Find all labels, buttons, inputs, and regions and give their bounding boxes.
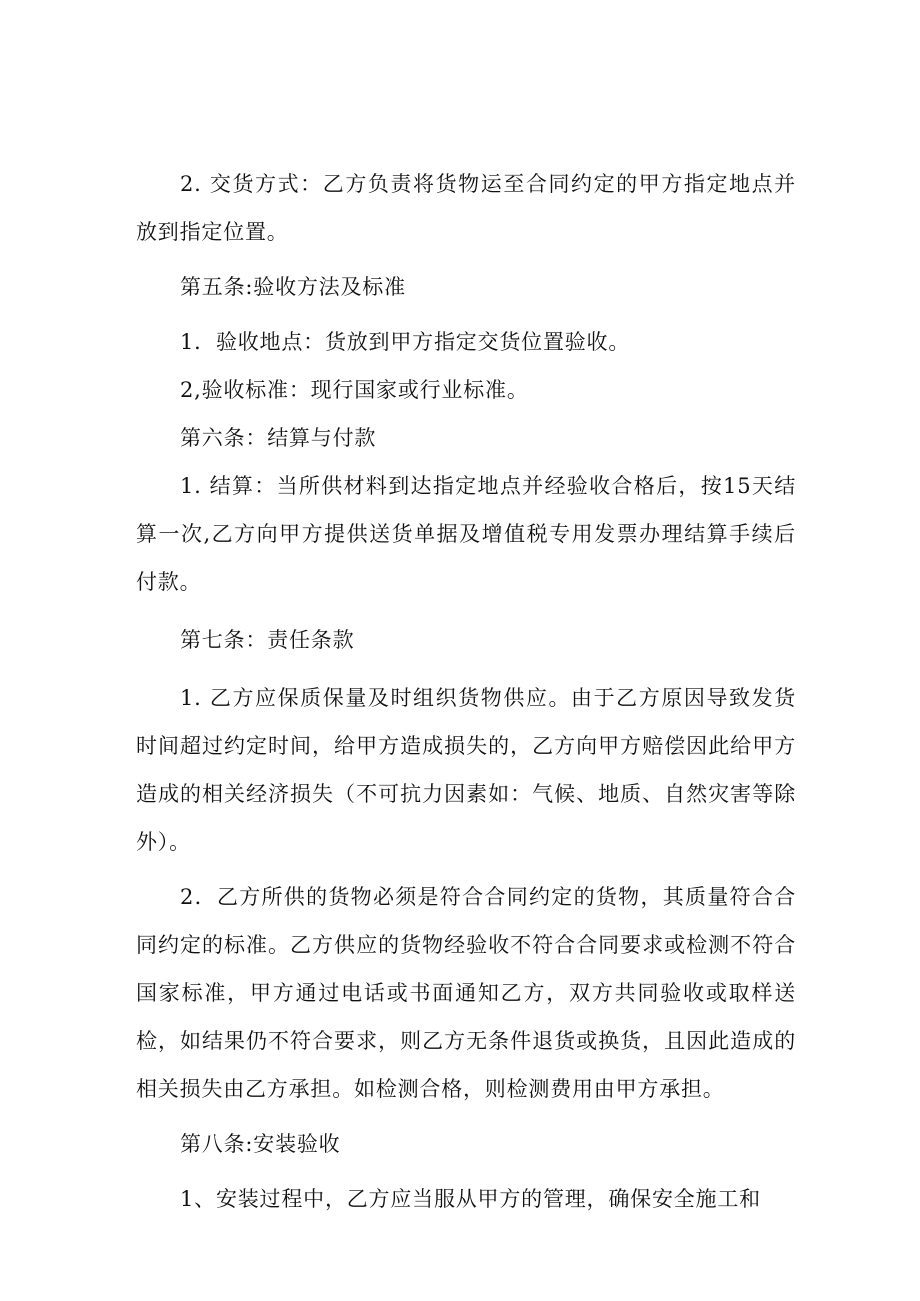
- heading-article-7: 第七条：责任条款: [180, 628, 355, 652]
- heading-article-8: 第八条:安装验收: [180, 1132, 341, 1156]
- paragraph-inspection-location: 1．验收地点：货放到甲方指定交货位置验收。: [180, 330, 631, 354]
- heading-article-5: 第五条:验收方法及标准: [180, 275, 406, 299]
- paragraph-liability-2: 2．乙方所供的货物必须是符合合同约定的货物，其质量符合合同约定的标准。乙方供应的货物经验收不符合合同要求或检测不符合国家标准，甲方通过电话或书面通知乙方，双方共同验收或取样送检，如结果仍不符合要求，则乙方无条件退货或换货，且因此造成的相关损失由乙方承担。如检测合格，则检测费用由甲方承担。: [136, 885, 796, 1101]
- heading-article-6: 第六条：结算与付款: [180, 426, 377, 450]
- paragraph-delivery-method: 2. 交货方式：乙方负责将货物运至合同约定的甲方指定地点并放到指定位置。: [136, 172, 796, 244]
- paragraph-installation: 1、安装过程中，乙方应当服从甲方的管理，确保安全施工和: [180, 1187, 761, 1211]
- paragraph-settlement: 1. 结算：当所供材料到达指定地点并经验收合格后，按15天结算一次,乙方向甲方提供送货单据及增值税专用发票办理结算手续后付款。: [136, 474, 796, 594]
- paragraph-liability-1: 1. 乙方应保质保量及时组织货物供应。由于乙方原因导致发货时间超过约定时间，给甲方造成损失的，乙方向甲方赔偿因此给甲方造成的相关经济损失（不可抗力因素如：气候、地质、自然灾害等除外）。: [136, 686, 796, 854]
- paragraph-inspection-standard: 2,验收标准：现行国家或行业标准。: [180, 378, 529, 402]
- document-body: [136, 160, 796, 1223]
